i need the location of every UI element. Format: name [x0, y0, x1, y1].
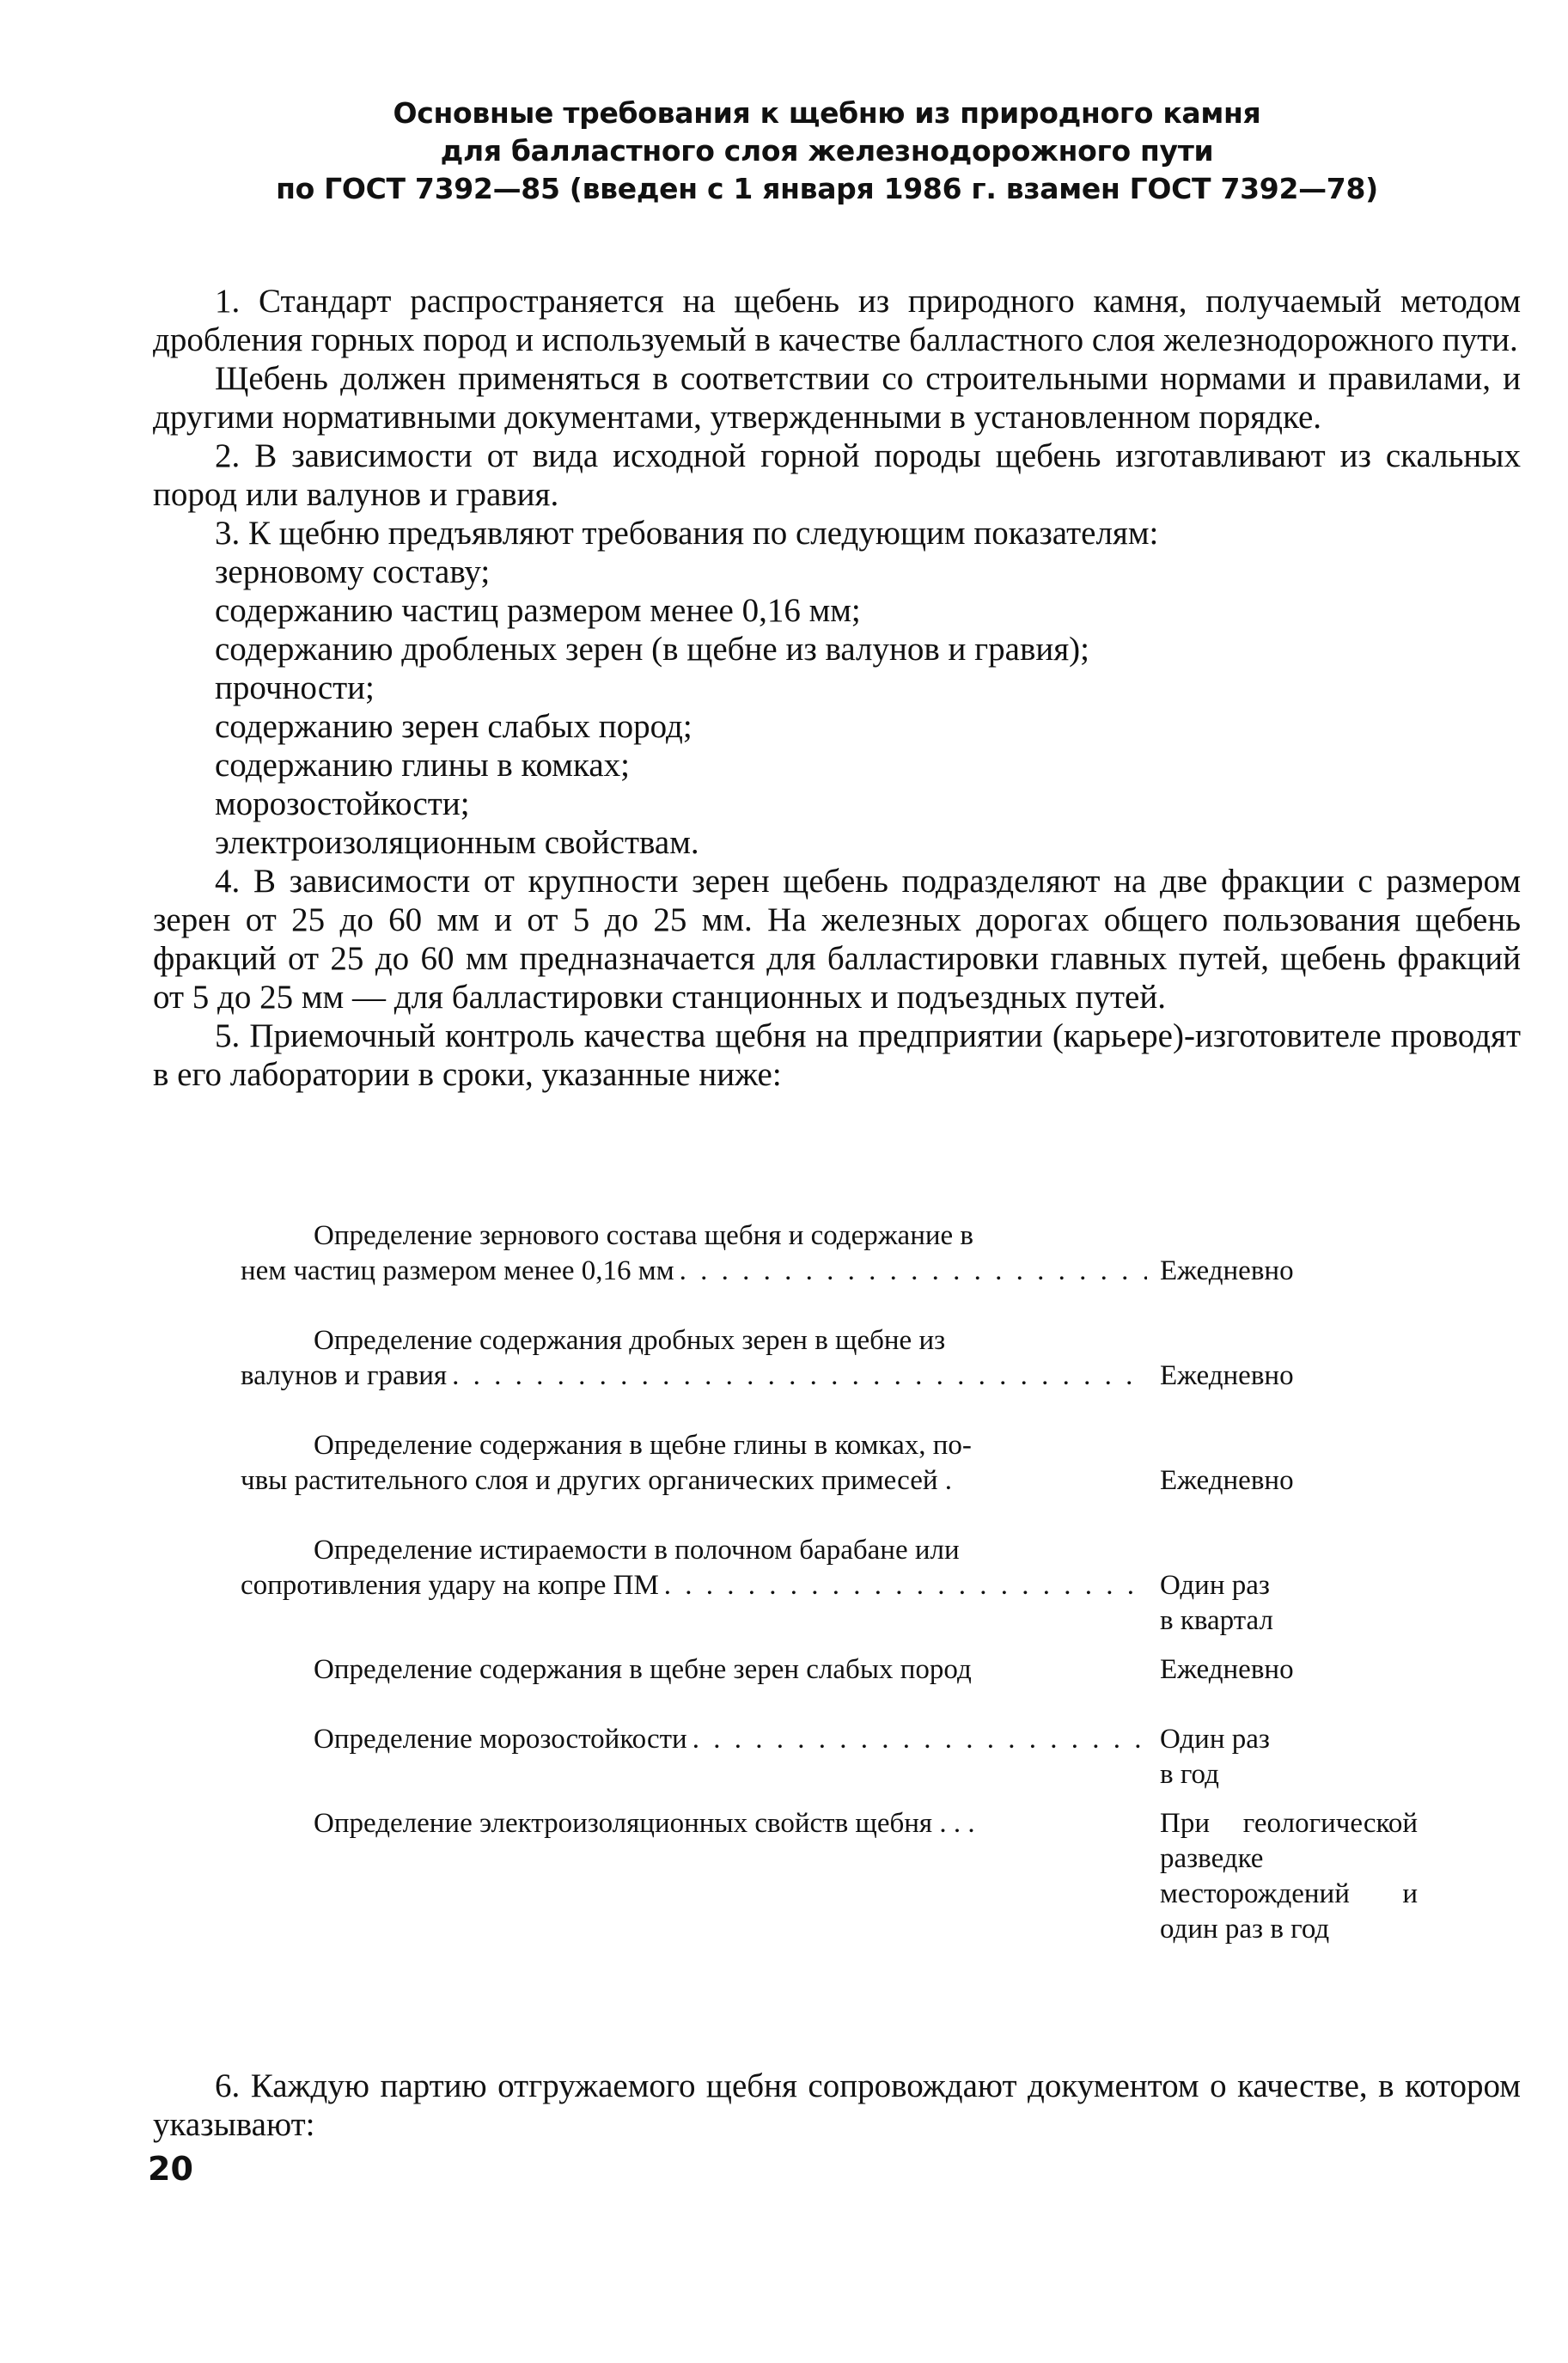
schedule-text: чвы растительного слоя и других органических примесей . [241, 1465, 952, 1496]
list-item: содержанию глины в комках; [215, 747, 630, 784]
schedule-frequency [1147, 1652, 1431, 1688]
schedule-text: нем частиц размером менее 0,16 мм [241, 1255, 674, 1286]
dot-leader [659, 1568, 1147, 1603]
schedule-text: Определение содержания в щебне зерен слабых пород [314, 1654, 972, 1685]
schedule-row [241, 1218, 1452, 1289]
list-item: зерновому составу; [215, 553, 491, 590]
schedule-description [241, 1218, 1147, 1289]
paragraph-1: 1. Стандарт распространяется на щебень из природного камня, получаемый методом дробления горных пород и используемый в качестве балластного слоя железнодорожного пути. [153, 283, 1521, 358]
spacer [1160, 1323, 1431, 1359]
paragraph-2: 2. В зависимости от вида исходной горной породы щебень изготавливают из скальных пород или валунов и гравия. [153, 437, 1521, 513]
schedule-description [241, 1428, 1147, 1499]
schedule-row [241, 1323, 1452, 1394]
frequency-text: Ежедневно [1160, 1465, 1294, 1496]
frequency-text: Ежедневно [1160, 1360, 1294, 1391]
schedule-row [241, 1806, 1452, 1947]
schedule-text-line [241, 1806, 1147, 1841]
schedule-text: Определение содержания дробных зерен в щебне из [314, 1325, 946, 1356]
indicator-list [153, 553, 1521, 862]
schedule-frequency [1147, 1218, 1431, 1289]
schedule-description [241, 1722, 1147, 1757]
frequency-text: При геологической разведке месторождений и один раз в год [1160, 1808, 1418, 1945]
spacer [1160, 1428, 1431, 1463]
control-schedule [241, 1218, 1452, 1981]
spacer [1160, 1218, 1431, 1254]
schedule-text: Определение содержания в щебне глины в комках, по- [314, 1430, 972, 1461]
schedule-description [241, 1323, 1147, 1394]
schedule-row [241, 1652, 1452, 1688]
schedule-text: валунов и гравия [241, 1360, 448, 1391]
paragraph-4: 4. В зависимости от крупности зерен щебень подразделяют на две фракции с размером зерен от 25 до 60 мм и от 5 до 25 мм. На железных дорогах общего пользования щебень фракций от 25 до 60 мм предназначается для балластировки главных путей, щебень фракций от 5 до 25 мм — для балластировки станционных и подъездных путей. [153, 863, 1521, 1016]
schedule-frequency [1147, 1806, 1431, 1947]
paragraph-1b: Щебень должен применяться в соответствии со строительными нормами и правилами, и другими нормативными документами, утвержденными в установленном порядке. [153, 360, 1521, 436]
document-body [153, 282, 1521, 1094]
schedule-frequency [1147, 1428, 1431, 1499]
schedule-text: Определение зернового состава щебня и содержание в [314, 1220, 973, 1251]
list-item: морозостойкости; [215, 785, 470, 822]
title-line: для балластного слоя железнодорожного пути [440, 134, 1214, 168]
schedule-text: сопротивления удару на копре ПМ [241, 1570, 659, 1601]
paragraph-3: 3. К щебню предъявляют требования по следующим показателям: [215, 515, 1159, 552]
schedule-row [241, 1722, 1452, 1792]
page-number: 20 [148, 2150, 193, 2188]
dot-leader [687, 1722, 1147, 1757]
frequency-text: Ежедневно [1160, 1255, 1294, 1286]
schedule-frequency [1147, 1323, 1431, 1394]
frequency-text: Один раз в год [1160, 1724, 1270, 1790]
paragraph-6: 6. Каждую партию отгружаемого щебня сопровождают документом о качестве, в котором указывают: [153, 2067, 1521, 2143]
schedule-text-line [241, 1568, 1147, 1603]
title-line: Основные требования к щебню из природного камня [393, 96, 1261, 130]
schedule-text-line [241, 1359, 1147, 1394]
schedule-text: Определение морозостойкости [314, 1724, 687, 1755]
spacer [1160, 1533, 1431, 1568]
schedule-row [241, 1428, 1452, 1499]
schedule-text: Определение электроизоляционных свойств щебня . . . [314, 1808, 975, 1839]
frequency-text: Ежедневно [1160, 1654, 1294, 1685]
list-item: прочности; [215, 669, 375, 706]
schedule-description [241, 1533, 1147, 1603]
schedule-row [241, 1533, 1452, 1639]
schedule-text-line [241, 1652, 1147, 1688]
schedule-description [241, 1806, 1147, 1841]
schedule-frequency [1147, 1533, 1431, 1639]
list-item: содержанию зерен слабых пород; [215, 708, 692, 745]
schedule-frequency [1147, 1722, 1431, 1792]
page-title [215, 95, 1439, 208]
schedule-text-line [241, 1463, 1147, 1499]
list-item: электроизоляционным свойствам. [215, 824, 699, 861]
dot-leader [674, 1254, 1147, 1289]
frequency-text: Один раз в квартал [1160, 1570, 1273, 1636]
paragraph-5: 5. Приемочный контроль качества щебня на предприятии (карьере)-изготовителе проводят в его лаборатории в сроки, указанные ниже: [153, 1017, 1521, 1093]
title-line: по ГОСТ 7392—85 (введен с 1 января 1986 г. взамен ГОСТ 7392—78) [276, 172, 1378, 205]
schedule-text-line [241, 1722, 1147, 1757]
schedule-text-line [241, 1254, 1147, 1289]
schedule-text: Определение истираемости в полочном барабане или [314, 1535, 960, 1566]
list-item: содержанию дробленых зерен (в щебне из валунов и гравия); [215, 631, 1089, 668]
dot-leader [447, 1359, 1147, 1394]
schedule-description [241, 1652, 1147, 1688]
list-item: содержанию частиц размером менее 0,16 мм; [215, 592, 861, 629]
